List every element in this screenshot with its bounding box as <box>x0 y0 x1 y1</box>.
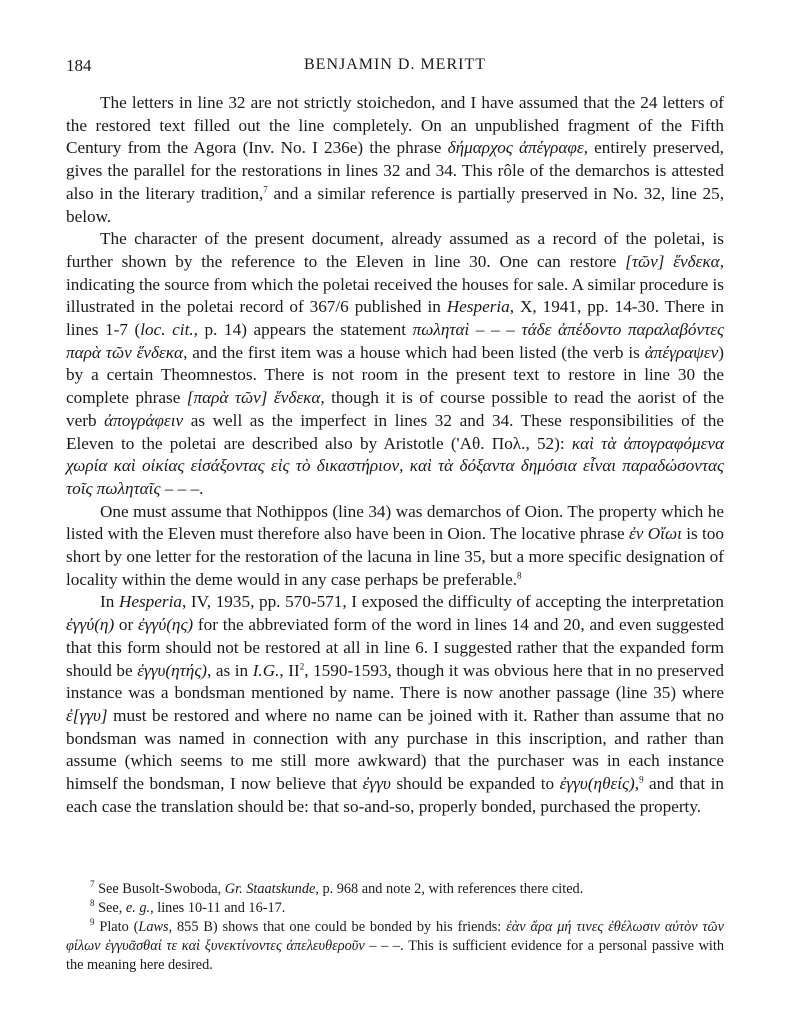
text-run: . <box>199 478 204 498</box>
text-run: or <box>114 615 138 635</box>
italic-text: ἐν Οἴωι <box>629 524 682 544</box>
text-run: See, <box>94 900 126 916</box>
text-run: The letters in line 32 are not strictly stoichedon, and I have assumed that the 24 letters of the restored text filled out the line completely. On an unpublished fragment of the Fifth Century from the Agora (Inv. No. I 236e) the phrase <box>66 93 724 158</box>
italic-text: I.G. <box>252 660 280 680</box>
footnote-marker: 2 <box>299 660 305 671</box>
text-run: , X, 1941, pp. 14-30. There in lines 1-7 ( <box>66 297 724 340</box>
text-run: Plato ( <box>94 919 139 935</box>
text-run: , and the first item was a house which had been listed (the verb is <box>183 342 645 362</box>
text-run: as well as the imperfect in lines 32 and 34. These responsibilities of the Eleven to the poletai are described also by Aristotle ('Αθ. Πολ., 52): <box>66 410 724 453</box>
italic-text: ἀπογράφειν <box>104 410 184 430</box>
text-run: and a similar reference is partially preserved in No. 32, line 25, below. <box>66 183 724 226</box>
text-run: , entirely preserved, gives the parallel for the restorations in lines 32 and 34. This rôle of the demarchos is attested also in the literary tradition, <box>66 138 724 203</box>
italic-text: ἐγγυ <box>362 774 391 794</box>
italic-text: ἐγγυ(ηθείς) <box>559 774 635 794</box>
text-run: In <box>100 592 119 612</box>
italic-text: δήμαρχος ἀπέγραφε <box>447 138 584 158</box>
italic-text: Laws <box>138 919 169 935</box>
text-run: , II <box>279 660 300 680</box>
text-run: should be expanded to <box>390 774 560 794</box>
italic-text: Hesperia <box>118 592 182 612</box>
footnote <box>66 880 724 899</box>
footnote-marker: 7 <box>90 879 95 890</box>
italic-text: e. g. <box>125 900 151 916</box>
text-run: , as in <box>207 660 253 680</box>
footnote-marker: 9 <box>90 917 95 928</box>
footnote-marker: 8 <box>517 570 522 581</box>
italic-text: loc. cit. <box>140 320 194 340</box>
text-run: must be restored and where no name can be joined with it. Rather than assume that no bondsman was named in connection with any purchase in this inscription, and rather than assume (which seems to me still more awkward) that the purchaser was in each instance himself the bondsman, I now believe that <box>66 705 724 794</box>
italic-text: ἐ[γγυ] <box>66 705 108 725</box>
text-run: , indicating the source from which the poletai received the houses for sale. A similar procedure is illustrated in the poletai record of 367/6 published in <box>66 251 724 317</box>
text-run: , lines 10-11 and 16-17. <box>150 900 286 916</box>
body-paragraph <box>66 92 724 228</box>
italic-text: Hesperia <box>446 297 510 317</box>
body-paragraph <box>66 501 724 592</box>
italic-text: Gr. Staatskunde <box>224 881 316 897</box>
footnote-marker: 8 <box>90 898 95 909</box>
running-head: BENJAMIN D. MERITT <box>304 56 486 73</box>
text-run: One must assume that Nothippos (line 34) was demarchos of Oion. The property which he listed with the Eleven must therefore also have been in Oion. The locative phrase <box>66 501 724 544</box>
italic-text: [τῶν] ἕνδεκα <box>625 251 720 271</box>
italic-text: πωληταὶ – – – τάδε ἀπέδοντο παραλαβόντες παρὰ τῶν ἕνδεκα <box>66 320 724 362</box>
page-number: 184 <box>66 56 92 75</box>
body-paragraph <box>66 591 724 818</box>
text-run: , p. 968 and note 2, with references there cited. <box>315 881 584 897</box>
italic-text: [παρὰ τῶν] ἕνδεκα <box>186 388 321 408</box>
italic-text: ἐγγύ(η) <box>66 615 115 635</box>
text-run: . This is sufficient evidence for a personal passive with the meaning here desired. <box>66 938 724 973</box>
text-run: , IV, 1935, pp. 570-571, I exposed the difficulty of accepting the interpretation <box>181 592 724 612</box>
text-run: for the abbreviated form of the word in lines 14 and 20, and even suggested that this form should not be restored at all in line 6. I suggested rather that the expanded form should be <box>66 615 724 680</box>
footnotes <box>66 880 724 975</box>
italic-text: ἐγγύ(ης) <box>138 615 194 635</box>
page-header <box>66 56 724 78</box>
text-run: , 855 B) shows that one could be bonded by his friends: <box>168 919 507 935</box>
text-run: See Busolt-Swoboda, <box>94 881 225 897</box>
text-run: The character of the present document, already assumed as a record of the poletai, is further shown by the reference to the Eleven in line 30. One can restore <box>66 229 724 271</box>
footnote-marker: 9 <box>639 774 644 785</box>
footnote-marker: 7 <box>263 184 268 195</box>
body-text <box>66 92 724 819</box>
italic-text: καὶ τὰ ἀπογραφόμενα χωρία καὶ οἰκίας εἰσάξοντας εἰς τὸ δικαστήριον, καὶ τὰ δόξαντα δημόσια εἶναι παραδώσοντας τοῖς πωληταῖς – – – <box>66 433 724 498</box>
italic-text: ἐὰν ἄρα μή τινες ἐθέλωσιν αὐτὸν τῶν φίλων ἐγγυᾶσθαί τε καὶ ξυνεκτίνοντες ἀπελευθεροῦν – – – <box>66 919 724 954</box>
text-run: , p. 14) appears the statement <box>193 320 413 340</box>
text-run: , though it is of course possible to read the aorist of the verb <box>66 388 724 430</box>
footnote <box>66 899 724 918</box>
text-run: , 1590-1593, though it was obvious here that in no preserved instance was a bondsman mentioned by name. There is now another passage (line 35) where <box>66 660 725 703</box>
text-run: ) by a certain Theomnestos. There is not room in the present text to restore in line 30 the complete phrase <box>66 342 724 408</box>
text-run: and that in each case the translation should be: that so-and-so, properly bonded, purchased the property. <box>66 774 724 816</box>
footnote <box>66 918 724 975</box>
body-paragraph <box>66 228 724 500</box>
italic-text: ἐγγυ(ητής) <box>137 660 208 680</box>
italic-text: ἀπέγραψεν <box>644 342 719 362</box>
text-run: , <box>634 774 640 794</box>
text-run: is too short by one letter for the restoration of the lacuna in line 35, but a more specific designation of locality within the deme would in any case perhaps be preferable. <box>66 524 724 589</box>
